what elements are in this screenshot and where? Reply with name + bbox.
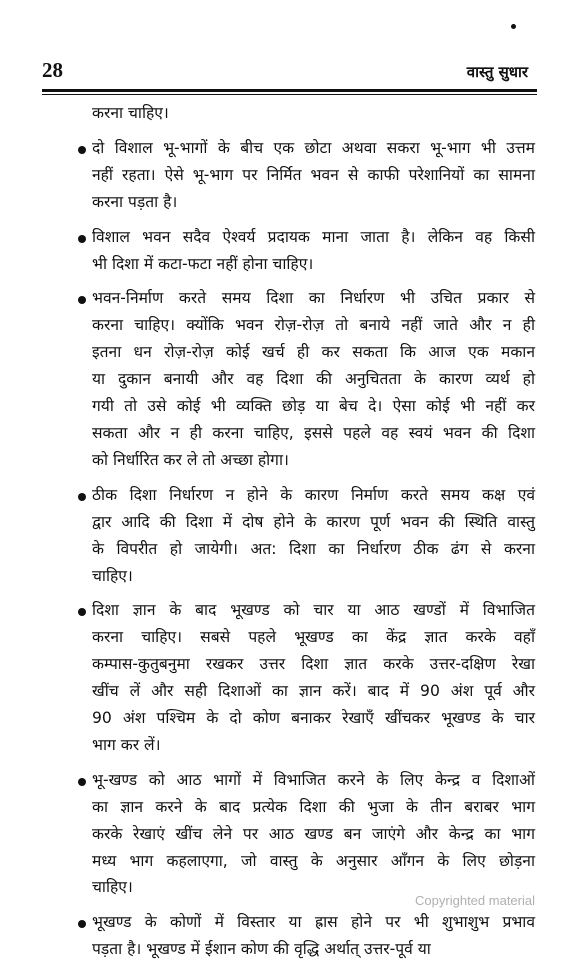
text-line: विशाल भवन सदैव ऐश्वर्य प्रदायक माना जाता है। लेकिन वह किसी: [92, 227, 535, 246]
bullet-paragraph: [45, 482, 535, 590]
text-line: पड़ता है। भूखण्ड में ईशान कोण की वृद्धि अर्थात् उत्तर-पूर्व या: [92, 940, 431, 959]
bullet-paragraph: [45, 597, 535, 758]
printer-dot: [511, 24, 516, 29]
text-line: भूखण्ड के कोणों में विस्तार या ह्रास होने पर भी शुभाशुभ प्रभाव: [92, 913, 535, 932]
text-line: द्वार आदि की दिशा में दोष होने के कारण पूर्ण भवन की स्थिति वास्तु: [92, 512, 535, 531]
bullet-text: [92, 767, 535, 902]
text-line: चाहिए।: [92, 878, 133, 897]
text-line: करना चाहिए। सबसे पहले भूखण्ड का केंद्र ज्ञात करके वहाँ: [92, 628, 535, 647]
bullet-icon: [45, 224, 92, 278]
bullet-icon: [45, 482, 92, 590]
bullet-icon: [45, 285, 92, 473]
bullet-text: [92, 135, 535, 216]
text-line: इतना धन रोज़-रोज़ कोई खर्च ही कर सकता कि आज एक मकान: [92, 343, 535, 362]
text-line: करना पड़ता है।: [92, 192, 178, 211]
bullet-icon: [45, 597, 92, 758]
text-line: के विपरीत हो जायेगी। अत: दिशा का निर्धारण ठीक ढंग से करना: [92, 539, 535, 558]
running-title: वास्तु सुधार: [466, 63, 528, 81]
text-line: करना चाहिए। क्योंकि भवन रोज़-रोज़ तो बनाये नहीं जाते और न ही: [92, 316, 535, 335]
bullet-text: [92, 224, 535, 278]
text-line: भाग कर लें।: [92, 735, 161, 754]
bullet-paragraph: [45, 767, 535, 902]
bullet-list: [45, 135, 535, 963]
text-line: कम्पास-कुतुबनुमा रखकर उत्तर दिशा ज्ञात करके उत्तर-दक्षिण रेखा: [92, 655, 535, 674]
text-line: भू-खण्ड को आठ भागों में विभाजित करने के लिए केन्द्र व दिशाओं: [92, 770, 535, 789]
page-body: [45, 100, 535, 971]
text-line: भवन-निर्माण करते समय दिशा का निर्धारण भी उचित प्रकार से: [92, 289, 535, 308]
bullet-paragraph: [45, 135, 535, 216]
bullet-icon: [45, 909, 92, 963]
continuation-line: करना चाहिए।: [92, 104, 169, 122]
text-line: दिशा ज्ञान के बाद भूखण्ड को चार या आठ खण्डों में विभाजित: [92, 601, 535, 620]
header-rule-thick: [42, 89, 537, 92]
text-line: या दुकान बनायी और वह दिशा की अनुचितता के कारण व्यर्थ हो: [92, 370, 535, 389]
text-line: करके रेखाएं खींच लेने पर आठ खण्ड बन जाएंगे और केन्द्र का भाग: [92, 824, 535, 843]
bullet-icon: [45, 767, 92, 902]
page-number: 28: [42, 58, 63, 82]
text-line: नहीं रहता। ऐसे भू-भाग पर निर्मित भवन से काफी परेशानियों का सामना: [92, 165, 535, 184]
copyright-watermark: Copyrighted material: [415, 893, 535, 908]
text-line: को निर्धारित कर ले तो अच्छा होगा।: [92, 450, 289, 469]
continuation-paragraph: [45, 100, 535, 127]
text-line: मध्य भाग कहलाएगा, जो वास्तु के अनुसार आँगन के लिए छोड़ना: [92, 851, 535, 870]
bullet-text: [92, 285, 535, 473]
text-line: भी दिशा में कटा-फटा नहीं होना चाहिए।: [92, 254, 314, 273]
text-line: खींच लें और सही दिशाओं का ज्ञान करें। बाद में 90 अंश पूर्व और: [92, 682, 535, 701]
text-line: ठीक दिशा निर्धारण न होने के कारण निर्माण करते समय कक्ष एवं: [92, 485, 535, 504]
text-line: चाहिए।: [92, 566, 133, 585]
bullet-text: [92, 597, 535, 758]
bullet-text: [92, 909, 535, 963]
text-line: 90 अंश पश्चिम के दो कोण बनाकर रेखाएँ खींचकर भूखण्ड के चार: [92, 709, 535, 728]
text-line: दो विशाल भू-भागों के बीच एक छोटा अथवा सकरा भू-भाग भी उत्तम: [92, 138, 535, 157]
bullet-text: [92, 482, 535, 590]
text-line: का ज्ञान करने के बाद प्रत्येक दिशा की भुजा के तीन बराबर भाग: [92, 797, 535, 816]
bullet-paragraph: [45, 909, 535, 963]
header-rule-thin: [42, 94, 537, 95]
text-line: सकता और न ही करना चाहिए, इससे पहले वह स्वयं भवन की दिशा: [92, 423, 535, 442]
bullet-paragraph: [45, 224, 535, 278]
bullet-icon: [45, 135, 92, 216]
bullet-paragraph: [45, 285, 535, 473]
text-line: गयी तो उसे कोई भी व्यक्ति छोड़ या बेच दे। ऐसा कोई भी नहीं कर: [92, 397, 535, 416]
